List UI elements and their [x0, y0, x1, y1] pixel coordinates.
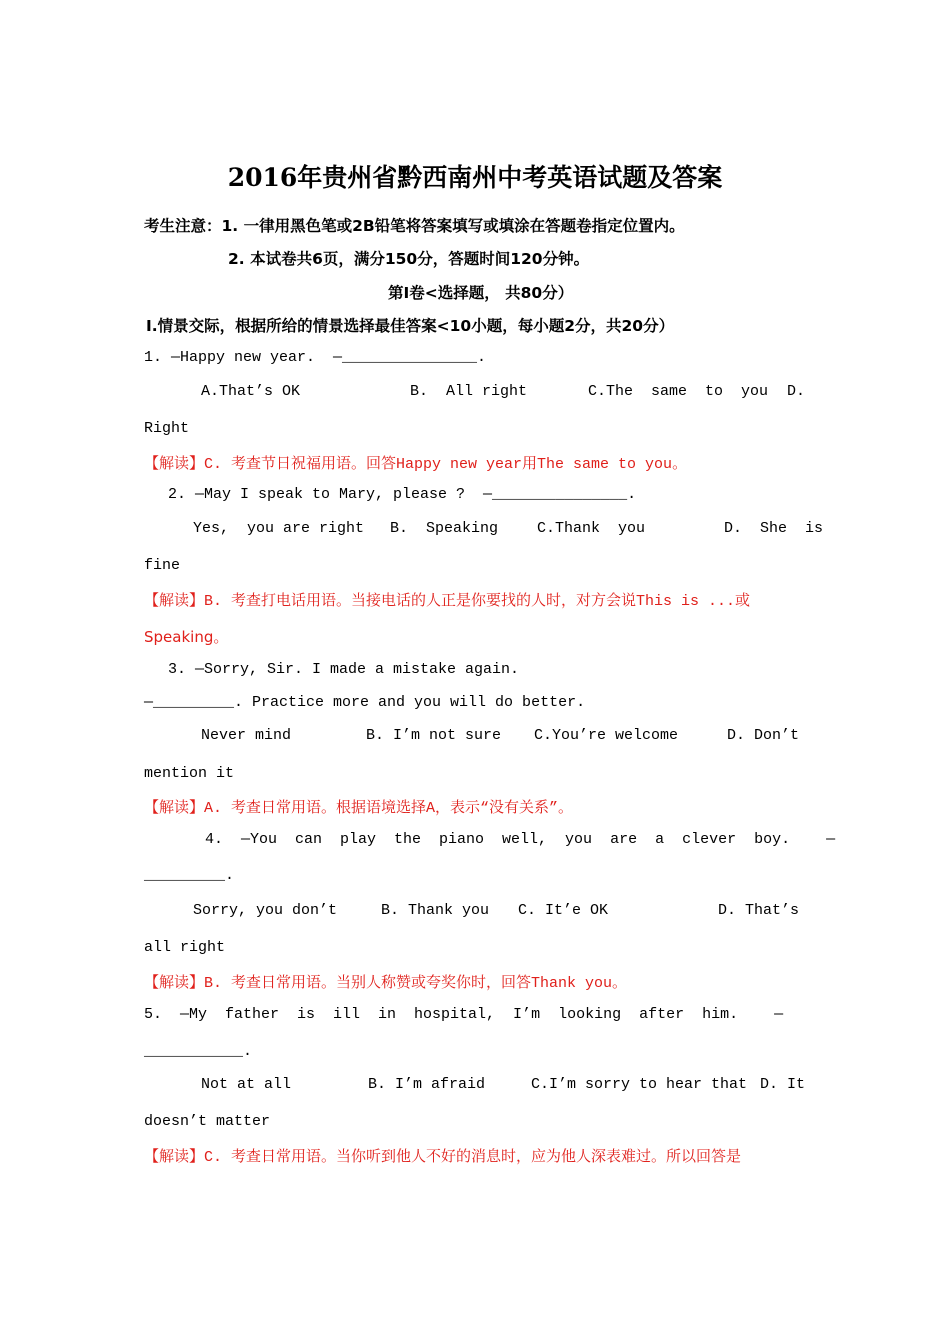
explanation-text: A. 考查日常用语。根据语境选择A，表示“没有关系”。: [204, 800, 574, 817]
explanation-label: 【解读】: [144, 973, 205, 991]
question-2-option-c: C.Thank you: [537, 520, 646, 537]
explanation-text: C. 考查日常用语。当你听到他人不好的消息时，应为他人深表难过。所以回答是: [204, 1149, 742, 1166]
exam-notice-2: 2. 本试卷共6页，满分150分，答题时间120分钟。: [228, 250, 590, 268]
explanation-text: B. 考查日常用语。当别人称赞或夸奖你时，回答Thank you。: [204, 975, 628, 992]
document-title: 2016年贵州省黔西南州中考英语试题及答案: [227, 163, 723, 192]
volume-heading: 第Ⅰ卷<选择题， 共80分）: [388, 284, 574, 302]
question-4-option-a: Sorry, you don’t: [193, 902, 338, 919]
question-3-option-b: B. I’m not sure: [366, 727, 502, 744]
question-3-option-c: C.You’re welcome: [534, 727, 679, 744]
question-4-option-b: B. Thank you: [381, 902, 490, 919]
question-2-explanation-cont: Speaking。: [144, 628, 229, 646]
question-5-option-b: B. I’m afraid: [368, 1076, 486, 1093]
question-3-explanation: [144, 796, 573, 817]
explanation-text: B. 考查打电话用语。当接电话的人正是你要找的人时，对方会说This is ...或: [204, 593, 751, 610]
question-4-stem: 4. —You can play the piano well, you are a clever boy. —: [205, 831, 836, 848]
question-5-option-a: Not at all: [201, 1076, 292, 1093]
question-3-wrap: mention it: [144, 765, 235, 782]
question-1-wrap: Right: [144, 420, 190, 437]
question-4-option-d: D. That’s: [718, 902, 800, 919]
explanation-label: 【解读】: [144, 1147, 205, 1165]
question-1-explanation: [144, 452, 687, 473]
question-2-stem: 2. —May I speak to Mary, please ? —_______________.: [168, 486, 637, 503]
question-3-option-d: D. Don’t: [727, 727, 800, 744]
section-heading: Ⅰ.情景交际，根据所给的情景选择最佳答案<10小题，每小题2分，共20分）: [146, 317, 675, 335]
question-2-explanation: [144, 589, 750, 610]
question-3-stem-2: —_________. Practice more and you will do better.: [144, 694, 586, 711]
question-3-option-a: Never mind: [201, 727, 292, 744]
question-5-stem: 5. —My father is ill in hospital, I’m looking after him. —: [144, 1006, 784, 1023]
question-4-stem-2: _________.: [144, 867, 235, 884]
question-3-stem: 3. —Sorry, Sir. I made a mistake again.: [168, 661, 520, 678]
question-2-wrap: fine: [144, 557, 181, 574]
question-5-stem-2: ___________.: [144, 1043, 253, 1060]
question-2-option-b: B. Speaking: [390, 520, 499, 537]
question-2-option-a: Yes, you are right: [193, 520, 365, 537]
question-1-stem: 1. —Happy new year. —_______________.: [144, 349, 487, 366]
question-1-option-b: B. All right: [410, 383, 528, 400]
question-1-option-a: A.That’s OK: [201, 383, 301, 400]
question-5-wrap: doesn’t matter: [144, 1113, 271, 1130]
question-5-explanation: [144, 1145, 741, 1166]
question-4-explanation: [144, 971, 627, 992]
explanation-text: C. 考查节日祝福用语。回答Happy new year用The same to you。: [204, 456, 688, 473]
question-4-wrap: all right: [144, 939, 226, 956]
explanation-label: 【解读】: [144, 454, 205, 472]
question-4-option-c: C. It’e OK: [518, 902, 609, 919]
explanation-label: 【解读】: [144, 591, 205, 609]
question-2-option-d: D. She is: [724, 520, 824, 537]
explanation-label: 【解读】: [144, 798, 205, 816]
exam-notice-1: 考生注意：1. 一律用黑色笔或2B铅笔将答案填写或填涂在答题卷指定位置内。: [144, 217, 685, 235]
question-5-option-d: D. It: [760, 1076, 806, 1093]
question-1-option-c: C.The same to you: [588, 383, 769, 400]
question-5-option-c: C.I’m sorry to hear that: [531, 1076, 748, 1093]
question-1-option-d: D.: [787, 383, 806, 400]
